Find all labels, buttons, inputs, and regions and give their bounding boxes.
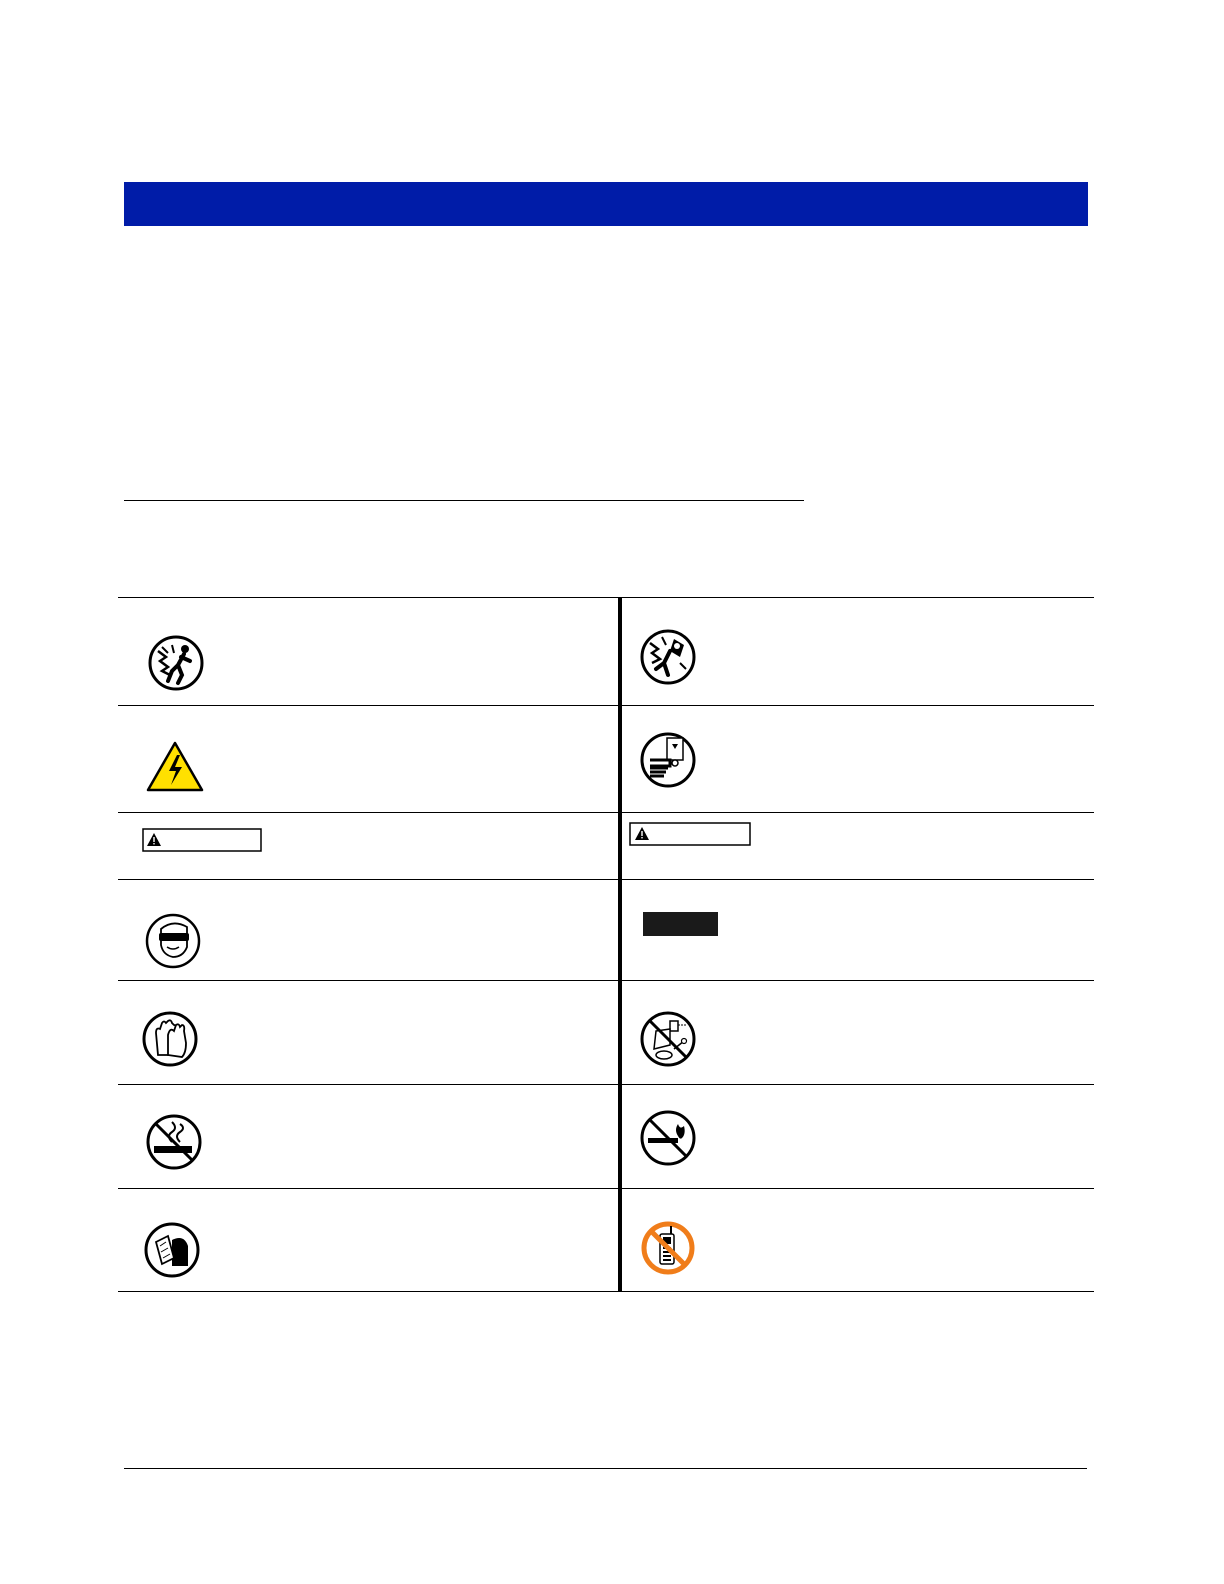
high-voltage-warning-icon bbox=[146, 741, 204, 793]
symbol-cell bbox=[622, 1188, 1094, 1291]
wear-gloves-icon bbox=[142, 1011, 198, 1067]
header-bar bbox=[124, 182, 1088, 226]
no-drilling-icon bbox=[640, 1011, 696, 1067]
symbol-cell bbox=[622, 980, 1094, 1084]
eye-protection-icon bbox=[145, 913, 201, 969]
symbol-cell bbox=[622, 705, 1094, 812]
header-title bbox=[124, 191, 136, 216]
table-rule bbox=[118, 1291, 1094, 1292]
symbol-cell bbox=[118, 1084, 618, 1188]
symbol-cell bbox=[118, 879, 618, 980]
symbol-cell bbox=[622, 1084, 1094, 1188]
no-open-flame-icon bbox=[640, 1110, 696, 1166]
safety-symbol-table bbox=[118, 597, 1094, 1292]
no-smoking-icon bbox=[146, 1114, 202, 1170]
symbol-cell bbox=[118, 1188, 618, 1291]
symbol-cell bbox=[118, 980, 618, 1084]
symbol-cell bbox=[622, 597, 1094, 705]
section-rule bbox=[124, 500, 804, 501]
symbol-cell bbox=[118, 812, 618, 879]
face-shield-icon bbox=[144, 1222, 200, 1278]
electric-shock-hazard-icon bbox=[148, 635, 204, 691]
black-label-icon bbox=[643, 912, 718, 936]
symbol-cell bbox=[118, 705, 618, 812]
symbol-cell bbox=[622, 812, 1094, 879]
footer-rule bbox=[124, 1468, 1087, 1469]
warning-label-icon bbox=[629, 822, 751, 846]
symbol-cell bbox=[622, 879, 1094, 980]
no-cell-phone-icon bbox=[640, 1220, 696, 1276]
disconnect-power-icon bbox=[640, 732, 696, 788]
symbol-cell bbox=[118, 597, 618, 705]
explosion-hazard-icon bbox=[640, 629, 696, 685]
warning-label-icon bbox=[142, 828, 262, 852]
